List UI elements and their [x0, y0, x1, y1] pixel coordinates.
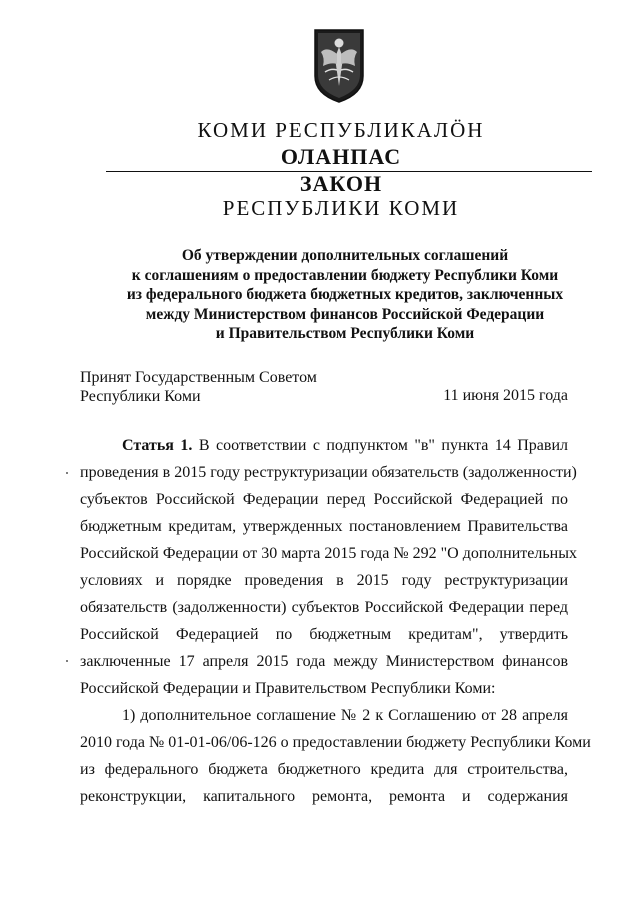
komi-coat-of-arms-icon: [313, 28, 365, 104]
adopted-by: [80, 368, 317, 406]
header-zakon: ЗАКОН: [299, 171, 383, 196]
adopted-line-2: Республики Коми: [80, 388, 201, 405]
law-title-line: из федерального бюджета бюджетных кредитов, заключенных: [126, 286, 564, 303]
law-title-line: и Правительством Республики Коми: [215, 325, 475, 342]
article-line: Российской Федерации от 30 марта 2015 года № 292 "О дополнительных: [80, 545, 577, 562]
scan-speck: [66, 472, 68, 474]
adopted-line-1: Принят Государственным Советом: [80, 369, 317, 386]
scan-speck: [66, 660, 68, 662]
article-line: обязательств (задолженности) субъектов Российской Федерации перед: [80, 599, 568, 616]
law-title-line: к соглашениям о предоставлении бюджету Республики Коми: [131, 266, 559, 284]
item-1-line: из федерального бюджета бюджетного кредита для строительства,: [80, 761, 568, 778]
law-title-line: Об утверждении дополнительных соглашений: [181, 247, 509, 264]
article-label: Статья 1.: [122, 437, 193, 454]
article-line: условиях и порядке проведения в 2015 году реструктуризации: [80, 572, 568, 589]
article-first-line: [122, 437, 568, 455]
article-line: субъектов Российской Федерации перед Российской Федерацией по: [80, 491, 568, 508]
header-respubliki-komi: РЕСПУБЛИКИ КОМИ: [222, 196, 460, 220]
article-line: Российской Федерацией по бюджетным кредитам", утвердить: [80, 626, 568, 643]
article-line: бюджетным кредитам, утвержденных постановлением Правительства: [80, 518, 568, 535]
law-title-line: между Министерством финансов Российской Федерации: [145, 305, 545, 323]
adoption-date: 11 июня 2015 года: [443, 387, 568, 404]
article-line: заключенные 17 апреля 2015 года между Министерством финансов: [80, 653, 568, 670]
article-line: Российской Федерации и Правительством Республики Коми:: [80, 680, 496, 697]
header-olanpas: ОЛАНПАС: [280, 144, 402, 169]
item-1-line: реконструкции, капитального ремонта, ремонта и содержания: [80, 788, 568, 805]
item-1-line: 1) дополнительное соглашение № 2 к Соглашению от 28 апреля: [122, 707, 568, 724]
law-title: [40, 246, 640, 344]
item-1-line: 2010 года № 01-01-06/06-126 о предоставлении бюджету Республики Коми: [80, 734, 591, 751]
header-komi-name: КОМИ РЕСПУБЛИКАЛÖН: [197, 118, 485, 142]
article-line: проведения в 2015 году реструктуризации обязательств (задолженности): [80, 464, 577, 481]
article-first-line-text: В соответствии с подпунктом "в" пункта 14 Правил: [198, 437, 569, 454]
